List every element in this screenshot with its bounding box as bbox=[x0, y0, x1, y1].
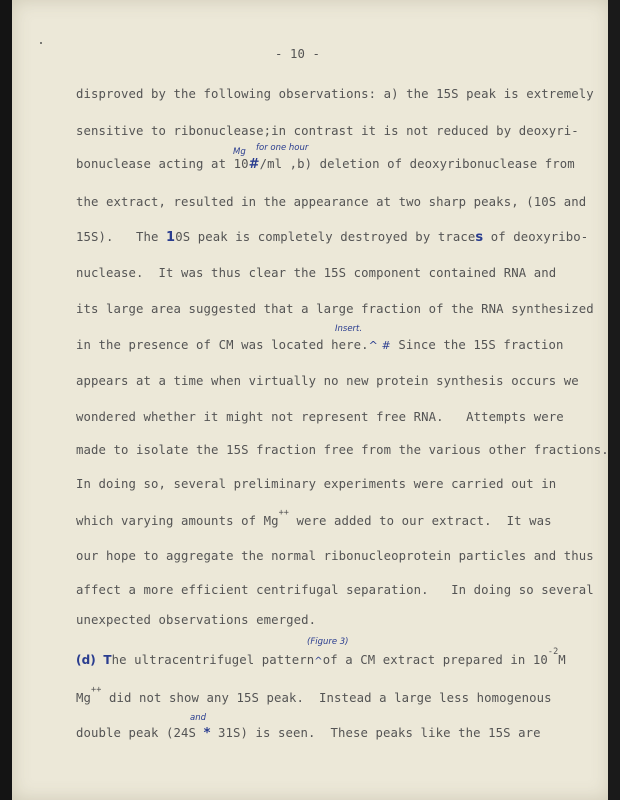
text-line-1: disproved by the following observations: a) the 15S peak is extremely bbox=[76, 87, 594, 101]
speck bbox=[40, 42, 42, 44]
handwritten-and: and bbox=[190, 713, 206, 723]
handwritten-t-cap: T bbox=[103, 653, 112, 668]
handwritten-insert-mark: ^ # bbox=[368, 339, 391, 352]
handwritten-for-one-hour: for one hour bbox=[256, 143, 309, 153]
text-line-14: our hope to aggregate the normal ribonucleoprotein particles and thus bbox=[76, 549, 594, 563]
text-line-4: the extract, resulted in the appearance at two sharp peaks, (10S and bbox=[76, 195, 587, 209]
text-line-17 bbox=[76, 647, 566, 668]
handwritten-caret: ^ bbox=[314, 656, 323, 668]
text-segment: he ultracentrifugel pattern bbox=[111, 653, 315, 668]
handwritten-strike-mark: * bbox=[203, 726, 211, 741]
handwritten-capital-one: 1 bbox=[166, 230, 176, 245]
text-line-5 bbox=[76, 230, 588, 245]
superscript: -2 bbox=[547, 647, 559, 657]
text-segment: Mg bbox=[76, 691, 92, 706]
text-segment: in the presence of CM was located here. bbox=[76, 338, 369, 352]
text-line-18 bbox=[76, 685, 552, 706]
superscript: ++ bbox=[91, 685, 102, 695]
text-line-12: In doing so, several preliminary experiments were carried out in bbox=[76, 477, 557, 491]
text-segment: 31S) is seen. These peaks like the 15S are bbox=[210, 726, 541, 740]
text-line-8 bbox=[76, 338, 563, 352]
text-line-11: made to isolate the 15S fraction free from the various other fractions. bbox=[76, 443, 609, 457]
text-line-15: affect a more efficient centrifugal separation. In doing so several bbox=[76, 583, 594, 597]
text-segment: of deoxyribo- bbox=[483, 230, 589, 244]
text-segment: 15S). The bbox=[76, 230, 167, 244]
text-line-2: sensitive to ribonuclease;in contrast it is not reduced by deoxyri- bbox=[76, 124, 579, 138]
text-line-3 bbox=[76, 157, 575, 172]
handwritten-strike: # bbox=[248, 157, 260, 172]
text-line-19 bbox=[76, 726, 541, 741]
document-page bbox=[12, 0, 610, 800]
text-segment: /ml ,b) deletion of deoxyribonuclease from bbox=[259, 157, 575, 171]
text-line-7: its large area suggested that a large fraction of the RNA synthesized bbox=[76, 302, 594, 316]
text-line-13 bbox=[76, 508, 552, 529]
text-segment: double peak (24S bbox=[76, 726, 204, 740]
handwritten-figure-ref: (Figure 3) bbox=[307, 637, 349, 647]
page-number: - 10 - bbox=[275, 47, 321, 61]
text-segment: did not show any 15S peak. Instead a large less homogenous bbox=[101, 691, 552, 706]
text-segment: 0S peak is completely destroyed by trace bbox=[175, 230, 476, 244]
text-segment: of a CM extract prepared in 10 bbox=[322, 653, 548, 668]
text-segment: Since the 15S fraction bbox=[390, 338, 564, 352]
superscript: ++ bbox=[278, 508, 290, 518]
text-line-10: wondered whether it might not represent free RNA. Attempts were bbox=[76, 410, 564, 424]
text-segment: were added to our extract. It was bbox=[289, 514, 552, 529]
handwritten-insert: Insert. bbox=[335, 324, 363, 334]
text-segment: which varying amounts of Mg bbox=[76, 514, 279, 529]
handwritten-mg: Mg bbox=[233, 147, 246, 157]
scan-edge bbox=[608, 0, 620, 800]
handwritten-d-label: (d) bbox=[76, 653, 96, 668]
text-line-9: appears at a time when virtually no new protein synthesis occurs we bbox=[76, 374, 579, 388]
text-segment: M bbox=[558, 653, 566, 668]
text-line-6: nuclease. It was thus clear the 15S component contained RNA and bbox=[76, 266, 557, 280]
text-line-16: unexpected observations emerged. bbox=[76, 613, 317, 627]
text-segment: bonuclease acting at 10 bbox=[76, 157, 249, 171]
handwritten-s: s bbox=[475, 230, 484, 245]
